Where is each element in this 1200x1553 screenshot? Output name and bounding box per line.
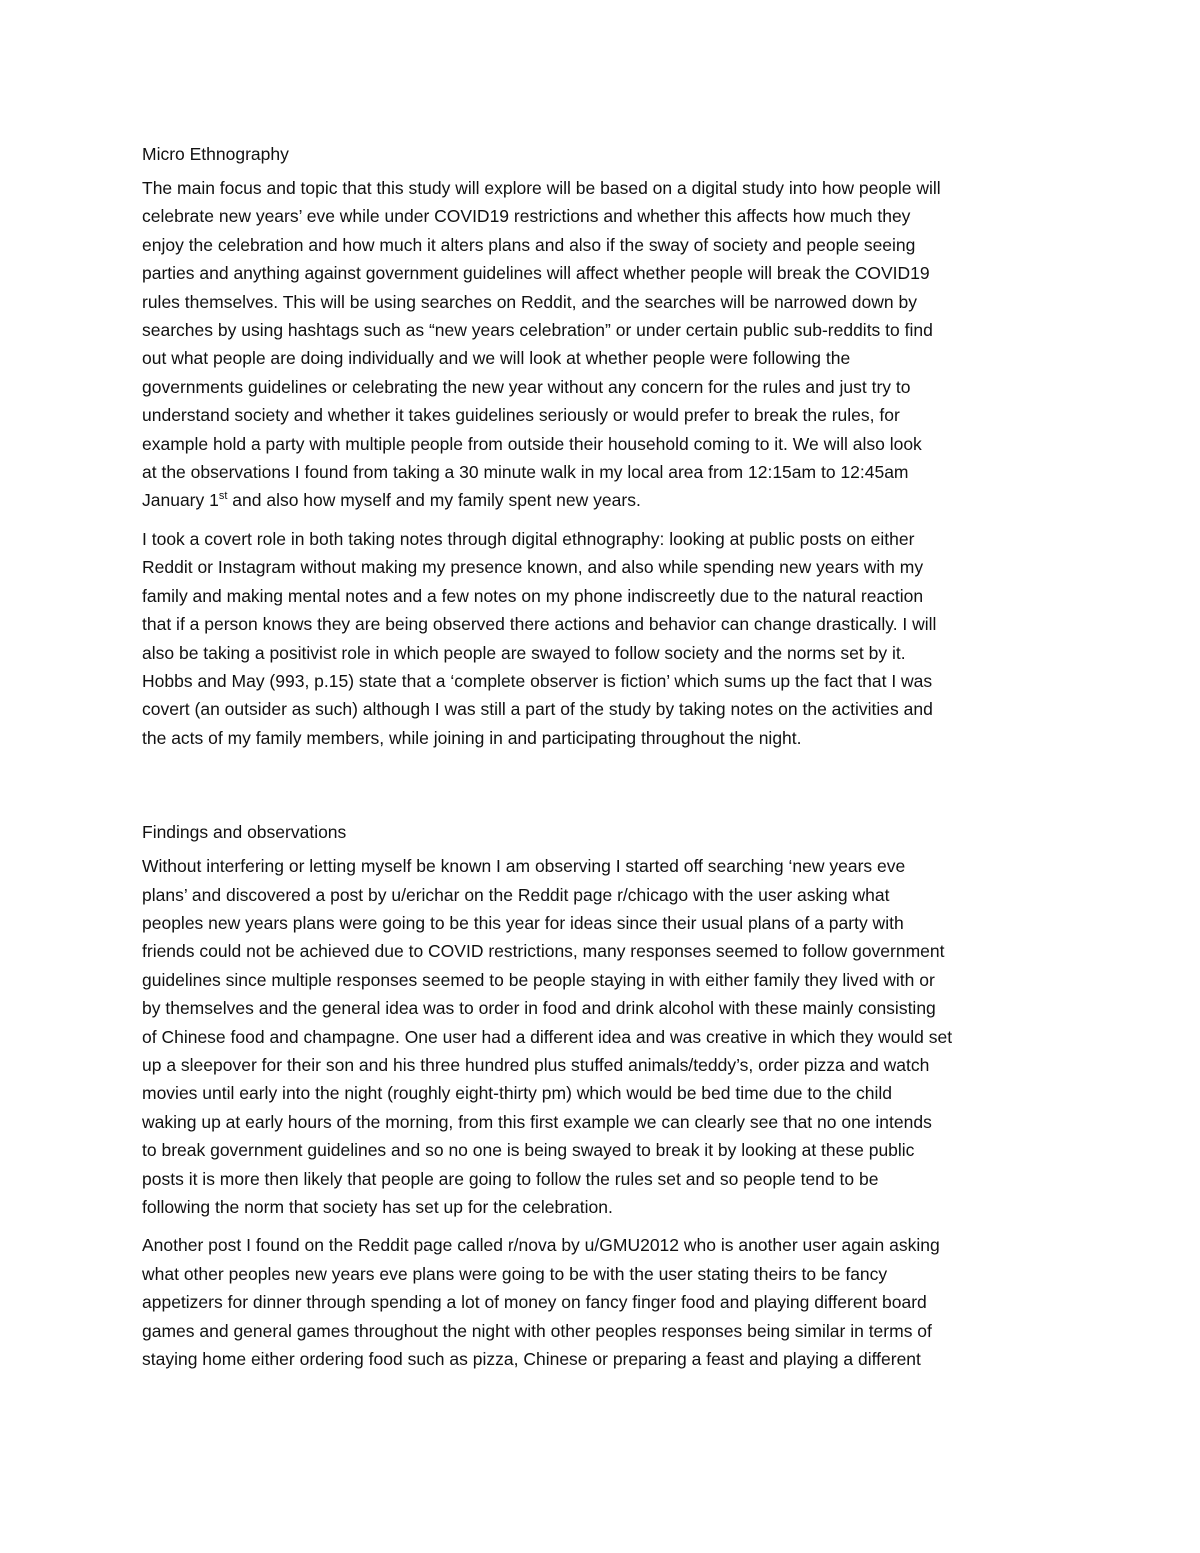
text-line: searches by using hashtags such as “new years celebration” or under certain public sub-reddits to find [142,320,933,341]
text-line: rules themselves. This will be using searches on Reddit, and the searches will be narrowed down by [142,291,917,312]
text-line: out what people are doing individually and we will look at whether people were following the [142,348,851,369]
text-line: at the observations I found from taking a 30 minute walk in my local area from 12:15am to 12:45am [142,462,909,483]
section-spacer [142,762,1052,818]
text-january-before: January 1 [142,490,219,511]
text-line: of Chinese food and champagne. One user had a different idea and was creative in which they would set [142,1026,953,1047]
text-line: that if a person knows they are being observed there actions and behavior can change drastically. I will [142,614,937,635]
text-line: peoples new years plans were going to be this year for ideas since their usual plans of a party with [142,912,904,933]
text-line: waking up at early hours of the morning, from this first example we can clearly see that no one intends [142,1111,932,1132]
text-line: enjoy the celebration and how much it alters plans and also if the sway of society and people seeing [142,234,916,255]
paragraph-second-post [142,1231,1052,1373]
text-line: family and making mental notes and a few notes on my phone indiscreetly due to the natural reaction [142,585,924,606]
text-line: understand society and whether it takes guidelines seriously or would prefer to break the rules, for [142,405,900,426]
text-line: friends could not be achieved due to COVID restrictions, many responses seemed to follow government [142,941,945,962]
text-line: appetizers for dinner through spending a lot of money on fancy finger food and playing different board [142,1292,927,1313]
text-line: parties and anything against government guidelines will affect whether people will break the COVID19 [142,263,930,284]
text-line: Another post I found on the Reddit page called r/nova by u/GMU2012 who is another user again asking [142,1235,940,1256]
text-line: guidelines since multiple responses seemed to be people staying in with either family they lived with or [142,969,935,990]
paragraph-study-focus [142,174,1052,515]
text-line: games and general games throughout the night with other peoples responses being similar in terms of [142,1320,932,1341]
section-heading-findings: Findings and observations [142,822,347,843]
text-line: to break government guidelines and so no one is being swayed to break it by looking at these public [142,1140,915,1161]
section-heading-micro-ethnography: Micro Ethnography [142,144,289,164]
text-line: what other peoples new years eve plans were going to be with the user stating theirs to be fancy [142,1263,888,1284]
text-line: The main focus and topic that this study will explore will be based on a digital study into how people will [142,178,941,198]
text-line: Reddit or Instagram without making my presence known, and also while spending new years with my [142,557,924,578]
ordinal-suffix: st [218,490,228,503]
text-line: example hold a party with multiple people from outside their household coming to it. We will also look [142,433,922,454]
text-line: up a sleepover for their son and his three hundred plus stuffed animals/teddy’s, order pizza and watch [142,1054,930,1075]
text-line: I took a covert role in both taking notes through digital ethnography: looking at public posts on either [142,528,915,549]
paragraph-first-post [142,852,1052,1221]
text-line: plans’ and discovered a post by u/erichar on the Reddit page r/chicago with the user asking what [142,884,890,905]
text-line: also be taking a positivist role in which people are swayed to follow society and the norms set by it. [142,642,906,663]
text-line: Without interfering or letting myself be known I am observing I started off searching ‘new years eve [142,856,906,877]
text-line: Hobbs and May (993, p.15) state that a ‘complete observer is fiction’ which sums up the fact that I was [142,670,933,691]
document-page [142,140,1052,1383]
paragraph-covert-role [142,525,1052,752]
text-line: by themselves and the general idea was to order in food and drink alcohol with these mainly consisting [142,998,936,1019]
text-line: celebrate new years’ eve while under COVID19 restrictions and whether this affects how much they [142,206,911,227]
text-line: covert (an outsider as such) although I was still a part of the study by taking notes on the activities and [142,699,933,720]
text-line: the acts of my family members, while joining in and participating throughout the night. [142,727,802,748]
text-line: staying home either ordering food such as pizza, Chinese or preparing a feast and playing a different [142,1349,921,1370]
text-line: posts it is more then likely that people are going to follow the rules set and so people tend to be [142,1168,879,1189]
text-line-january [142,486,1052,514]
text-january-after: and also how myself and my family spent new years. [227,490,641,511]
text-line: movies until early into the night (roughly eight-thirty pm) which would be bed time due to the child [142,1083,892,1104]
text-line: following the norm that society has set up for the celebration. [142,1197,613,1217]
text-line: governments guidelines or celebrating the new year without any concern for the rules and just try to [142,376,911,397]
